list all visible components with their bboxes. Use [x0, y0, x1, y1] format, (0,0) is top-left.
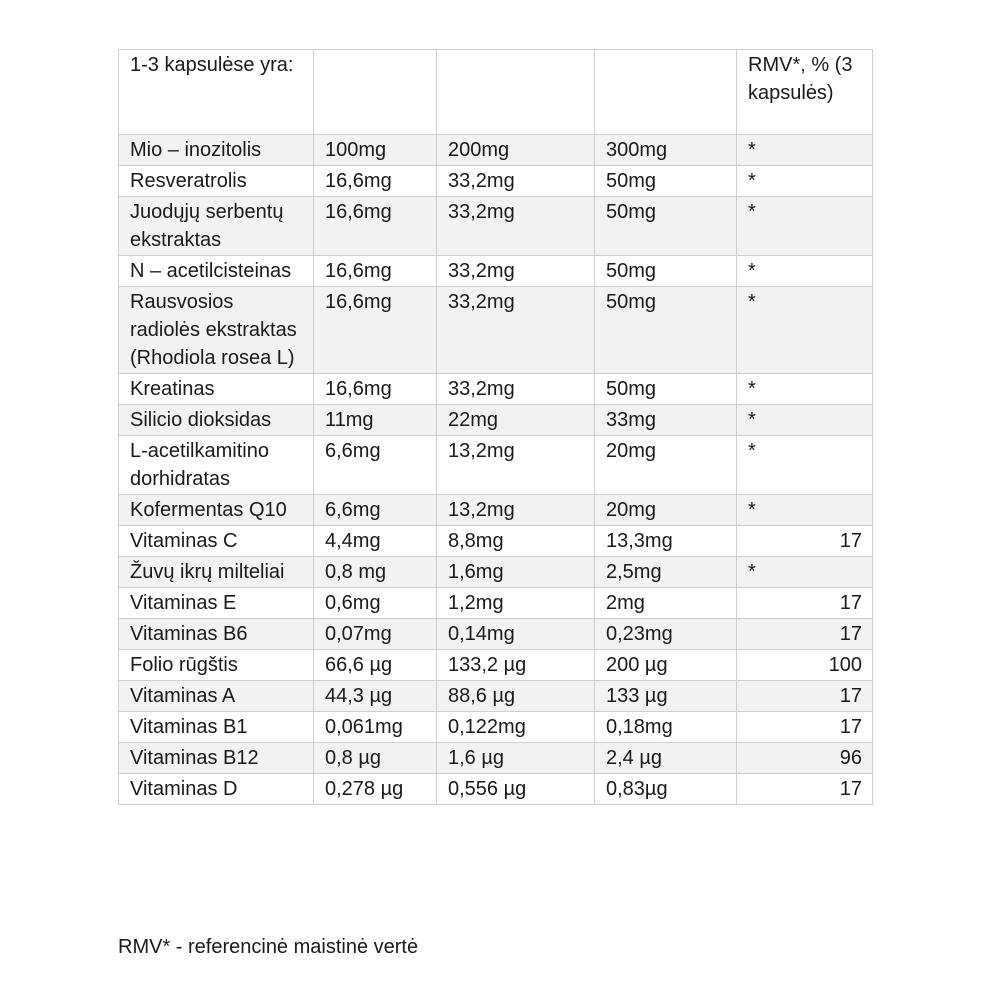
- cell-rmv: *: [737, 557, 873, 588]
- cell-dose-3-capsules: 2,4 µg: [595, 743, 737, 774]
- cell-dose-2-capsules: 33,2mg: [437, 197, 595, 256]
- cell-dose-1-capsule: 16,6mg: [314, 256, 437, 287]
- table-row: [119, 166, 873, 197]
- cell-ingredient: Vitaminas A: [119, 681, 314, 712]
- cell-dose-2-capsules: 33,2mg: [437, 374, 595, 405]
- cell-dose-3-capsules: 0,18mg: [595, 712, 737, 743]
- table-row: [119, 774, 873, 805]
- cell-dose-1-capsule: 100mg: [314, 135, 437, 166]
- table-row: [119, 287, 873, 374]
- cell-dose-3-capsules: 20mg: [595, 495, 737, 526]
- cell-rmv: *: [737, 166, 873, 197]
- cell-rmv: *: [737, 405, 873, 436]
- cell-ingredient: Vitaminas D: [119, 774, 314, 805]
- cell-dose-3-capsules: 50mg: [595, 256, 737, 287]
- header-cell-rmv: RMV*, % (3 kapsulės): [737, 50, 873, 135]
- cell-dose-1-capsule: 16,6mg: [314, 287, 437, 374]
- cell-dose-1-capsule: 0,07mg: [314, 619, 437, 650]
- cell-ingredient: Resveratrolis: [119, 166, 314, 197]
- table-row: [119, 557, 873, 588]
- cell-rmv: *: [737, 197, 873, 256]
- cell-dose-2-capsules: 0,556 µg: [437, 774, 595, 805]
- cell-dose-2-capsules: 133,2 µg: [437, 650, 595, 681]
- cell-dose-1-capsule: 0,8 mg: [314, 557, 437, 588]
- cell-dose-1-capsule: 44,3 µg: [314, 681, 437, 712]
- cell-ingredient: L-acetilkamitino dorhidratas: [119, 436, 314, 495]
- cell-ingredient: Mio – inozitolis: [119, 135, 314, 166]
- cell-ingredient: Folio rūgštis: [119, 650, 314, 681]
- cell-ingredient: Silicio dioksidas: [119, 405, 314, 436]
- cell-dose-1-capsule: 66,6 µg: [314, 650, 437, 681]
- cell-rmv: 17: [737, 712, 873, 743]
- cell-dose-3-capsules: 33mg: [595, 405, 737, 436]
- cell-dose-2-capsules: 22mg: [437, 405, 595, 436]
- cell-rmv: *: [737, 256, 873, 287]
- cell-dose-3-capsules: 300mg: [595, 135, 737, 166]
- table-row: [119, 135, 873, 166]
- cell-ingredient: Žuvų ikrų milteliai: [119, 557, 314, 588]
- cell-dose-3-capsules: 50mg: [595, 374, 737, 405]
- cell-rmv: 17: [737, 526, 873, 557]
- cell-dose-2-capsules: 1,2mg: [437, 588, 595, 619]
- cell-dose-3-capsules: 200 µg: [595, 650, 737, 681]
- cell-dose-1-capsule: 16,6mg: [314, 374, 437, 405]
- cell-dose-2-capsules: 200mg: [437, 135, 595, 166]
- cell-dose-2-capsules: 1,6mg: [437, 557, 595, 588]
- cell-dose-3-capsules: 50mg: [595, 166, 737, 197]
- cell-rmv: 17: [737, 619, 873, 650]
- cell-dose-1-capsule: 0,061mg: [314, 712, 437, 743]
- cell-dose-2-capsules: 33,2mg: [437, 166, 595, 197]
- cell-dose-3-capsules: 133 µg: [595, 681, 737, 712]
- cell-dose-1-capsule: 4,4mg: [314, 526, 437, 557]
- cell-dose-2-capsules: 1,6 µg: [437, 743, 595, 774]
- cell-rmv: *: [737, 436, 873, 495]
- cell-ingredient: Vitaminas C: [119, 526, 314, 557]
- cell-dose-3-capsules: 20mg: [595, 436, 737, 495]
- cell-dose-1-capsule: 16,6mg: [314, 197, 437, 256]
- table-row: [119, 405, 873, 436]
- cell-rmv: 100: [737, 650, 873, 681]
- cell-dose-1-capsule: 6,6mg: [314, 436, 437, 495]
- header-cell-empty-3: [595, 50, 737, 135]
- table-row: [119, 681, 873, 712]
- cell-rmv: 17: [737, 774, 873, 805]
- cell-dose-2-capsules: 0,14mg: [437, 619, 595, 650]
- cell-dose-2-capsules: 33,2mg: [437, 287, 595, 374]
- table-row: [119, 495, 873, 526]
- table-body: [119, 135, 873, 805]
- cell-dose-3-capsules: 13,3mg: [595, 526, 737, 557]
- cell-ingredient: Rausvosios radiolės ekstraktas (Rhodiola rosea L): [119, 287, 314, 374]
- cell-rmv: *: [737, 135, 873, 166]
- cell-rmv: 17: [737, 588, 873, 619]
- cell-dose-1-capsule: 16,6mg: [314, 166, 437, 197]
- cell-ingredient: Kreatinas: [119, 374, 314, 405]
- table-row: [119, 743, 873, 774]
- cell-ingredient: N – acetilcisteinas: [119, 256, 314, 287]
- cell-dose-1-capsule: 11mg: [314, 405, 437, 436]
- cell-ingredient: Vitaminas B12: [119, 743, 314, 774]
- cell-dose-1-capsule: 0,6mg: [314, 588, 437, 619]
- header-cell-empty-2: [437, 50, 595, 135]
- footnote: RMV* - referencinė maistinė vertė: [118, 936, 419, 958]
- cell-rmv: *: [737, 374, 873, 405]
- cell-dose-2-capsules: 88,6 µg: [437, 681, 595, 712]
- cell-dose-2-capsules: 13,2mg: [437, 436, 595, 495]
- cell-ingredient: Kofermentas Q10: [119, 495, 314, 526]
- cell-dose-2-capsules: 33,2mg: [437, 256, 595, 287]
- cell-dose-3-capsules: 50mg: [595, 287, 737, 374]
- cell-dose-3-capsules: 2,5mg: [595, 557, 737, 588]
- cell-dose-1-capsule: 0,278 µg: [314, 774, 437, 805]
- table-row: [119, 526, 873, 557]
- cell-ingredient: Vitaminas B1: [119, 712, 314, 743]
- header-cell-empty-1: [314, 50, 437, 135]
- cell-ingredient: Vitaminas B6: [119, 619, 314, 650]
- cell-dose-3-capsules: 0,83µg: [595, 774, 737, 805]
- cell-dose-3-capsules: 50mg: [595, 197, 737, 256]
- cell-ingredient: Vitaminas E: [119, 588, 314, 619]
- table-row: [119, 374, 873, 405]
- cell-dose-2-capsules: 0,122mg: [437, 712, 595, 743]
- cell-dose-1-capsule: 0,8 µg: [314, 743, 437, 774]
- cell-dose-1-capsule: 6,6mg: [314, 495, 437, 526]
- table-row: [119, 650, 873, 681]
- cell-dose-3-capsules: 0,23mg: [595, 619, 737, 650]
- table-row: [119, 436, 873, 495]
- cell-rmv: 96: [737, 743, 873, 774]
- table-row: [119, 619, 873, 650]
- table-header-row: [119, 50, 873, 135]
- header-cell-ingredient: 1-3 kapsulėse yra:: [119, 50, 314, 135]
- table-row: [119, 712, 873, 743]
- table-row: [119, 256, 873, 287]
- cell-dose-2-capsules: 8,8mg: [437, 526, 595, 557]
- cell-dose-3-capsules: 2mg: [595, 588, 737, 619]
- cell-ingredient: Juodųjų serbentų ekstraktas: [119, 197, 314, 256]
- cell-dose-2-capsules: 13,2mg: [437, 495, 595, 526]
- cell-rmv: 17: [737, 681, 873, 712]
- table-row: [119, 197, 873, 256]
- nutrition-table: [118, 49, 873, 805]
- cell-rmv: *: [737, 287, 873, 374]
- cell-rmv: *: [737, 495, 873, 526]
- table-row: [119, 588, 873, 619]
